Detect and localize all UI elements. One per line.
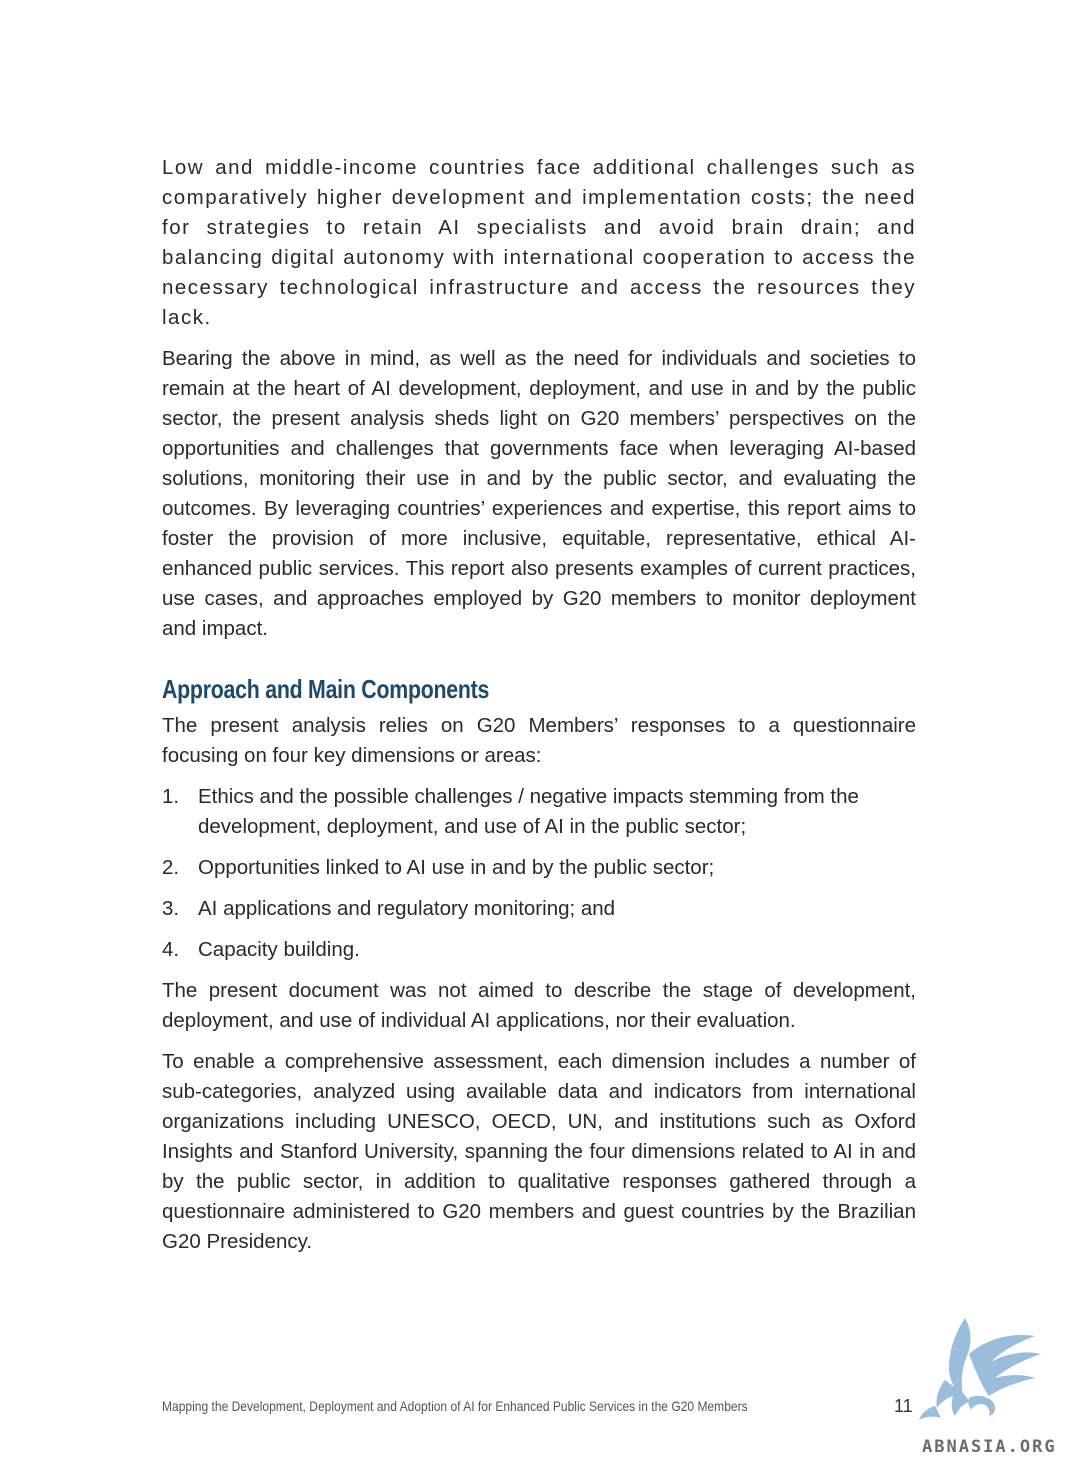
page-content xyxy=(162,153,916,1268)
list-number: 4. xyxy=(162,938,180,961)
griffin-logo-icon xyxy=(905,1310,1055,1425)
paragraph-comprehensive-assessment: To enable a comprehensive assessment, each dimension includes a number of sub-categories, analyzed using available data and indicators from international organizations including UNESCO, OECD, UN, and institutions such as Oxford Insights and Stanford University, spanning the four dimensions related to AI in and by the public sector, in addition to qualitative responses gathered through a questionnaire administered to G20 members and guest countries by the Brazilian G20 Presidency. xyxy=(162,1050,916,1253)
list-text: Ethics and the possible challenges / negative impacts stemming from the development, deployment, and use of AI in the public sector; xyxy=(198,785,859,838)
paragraph-bearing-in-mind: Bearing the above in mind, as well as the need for individuals and societies to remain at the heart of AI development, deployment, and use in and by the public sector, the present analysis sheds light on G20 members’ perspectives on the opportunities and challenges that governments face when leveraging AI-based solutions, monitoring their use in and by the public sector, and evaluating the outcomes. By leveraging countries’ experiences and expertise, this report aims to foster the provision of more inclusive, equitable, representative, ethical AI-enhanced public services. This report also presents examples of current practices, use cases, and approaches employed by G20 members to monitor deployment and impact. xyxy=(162,347,916,640)
paragraph-low-middle-income: Low and middle-income countries face additional challenges such as comparatively higher development and implementation costs; the need for strategies to retain AI specialists and avoid brain drain; and balancing digital autonomy with international cooperation to access the necessary technological infrastructure and access the resources they lack. xyxy=(162,156,916,329)
page-number: 11 xyxy=(894,1396,913,1416)
list-number: 3. xyxy=(162,897,180,920)
list-item xyxy=(162,782,916,842)
list-number: 2. xyxy=(162,856,180,879)
section-intro: The present analysis relies on G20 Members’ responses to a questionnaire focusing on four key dimensions or areas: xyxy=(162,714,916,767)
footer-report-title: Mapping the Development, Deployment and Adoption of AI for Enhanced Public Services in the G20 Members xyxy=(162,1398,748,1414)
list-item xyxy=(162,935,916,965)
list-text: AI applications and regulatory monitoring; and xyxy=(198,897,616,920)
list-number: 1. xyxy=(162,785,180,808)
section-heading: Approach and Main Components xyxy=(162,674,490,704)
watermark-text: ABNASIA.ORG xyxy=(922,1437,1057,1457)
list-item xyxy=(162,894,916,924)
dimensions-list xyxy=(162,782,916,965)
list-text: Capacity building. xyxy=(198,938,360,961)
paragraph-not-aimed: The present document was not aimed to describe the stage of development, deployment, and use of individual AI applications, nor their evaluation. xyxy=(162,979,916,1032)
list-item xyxy=(162,853,916,883)
list-text: Opportunities linked to AI use in and by the public sector; xyxy=(198,856,715,879)
